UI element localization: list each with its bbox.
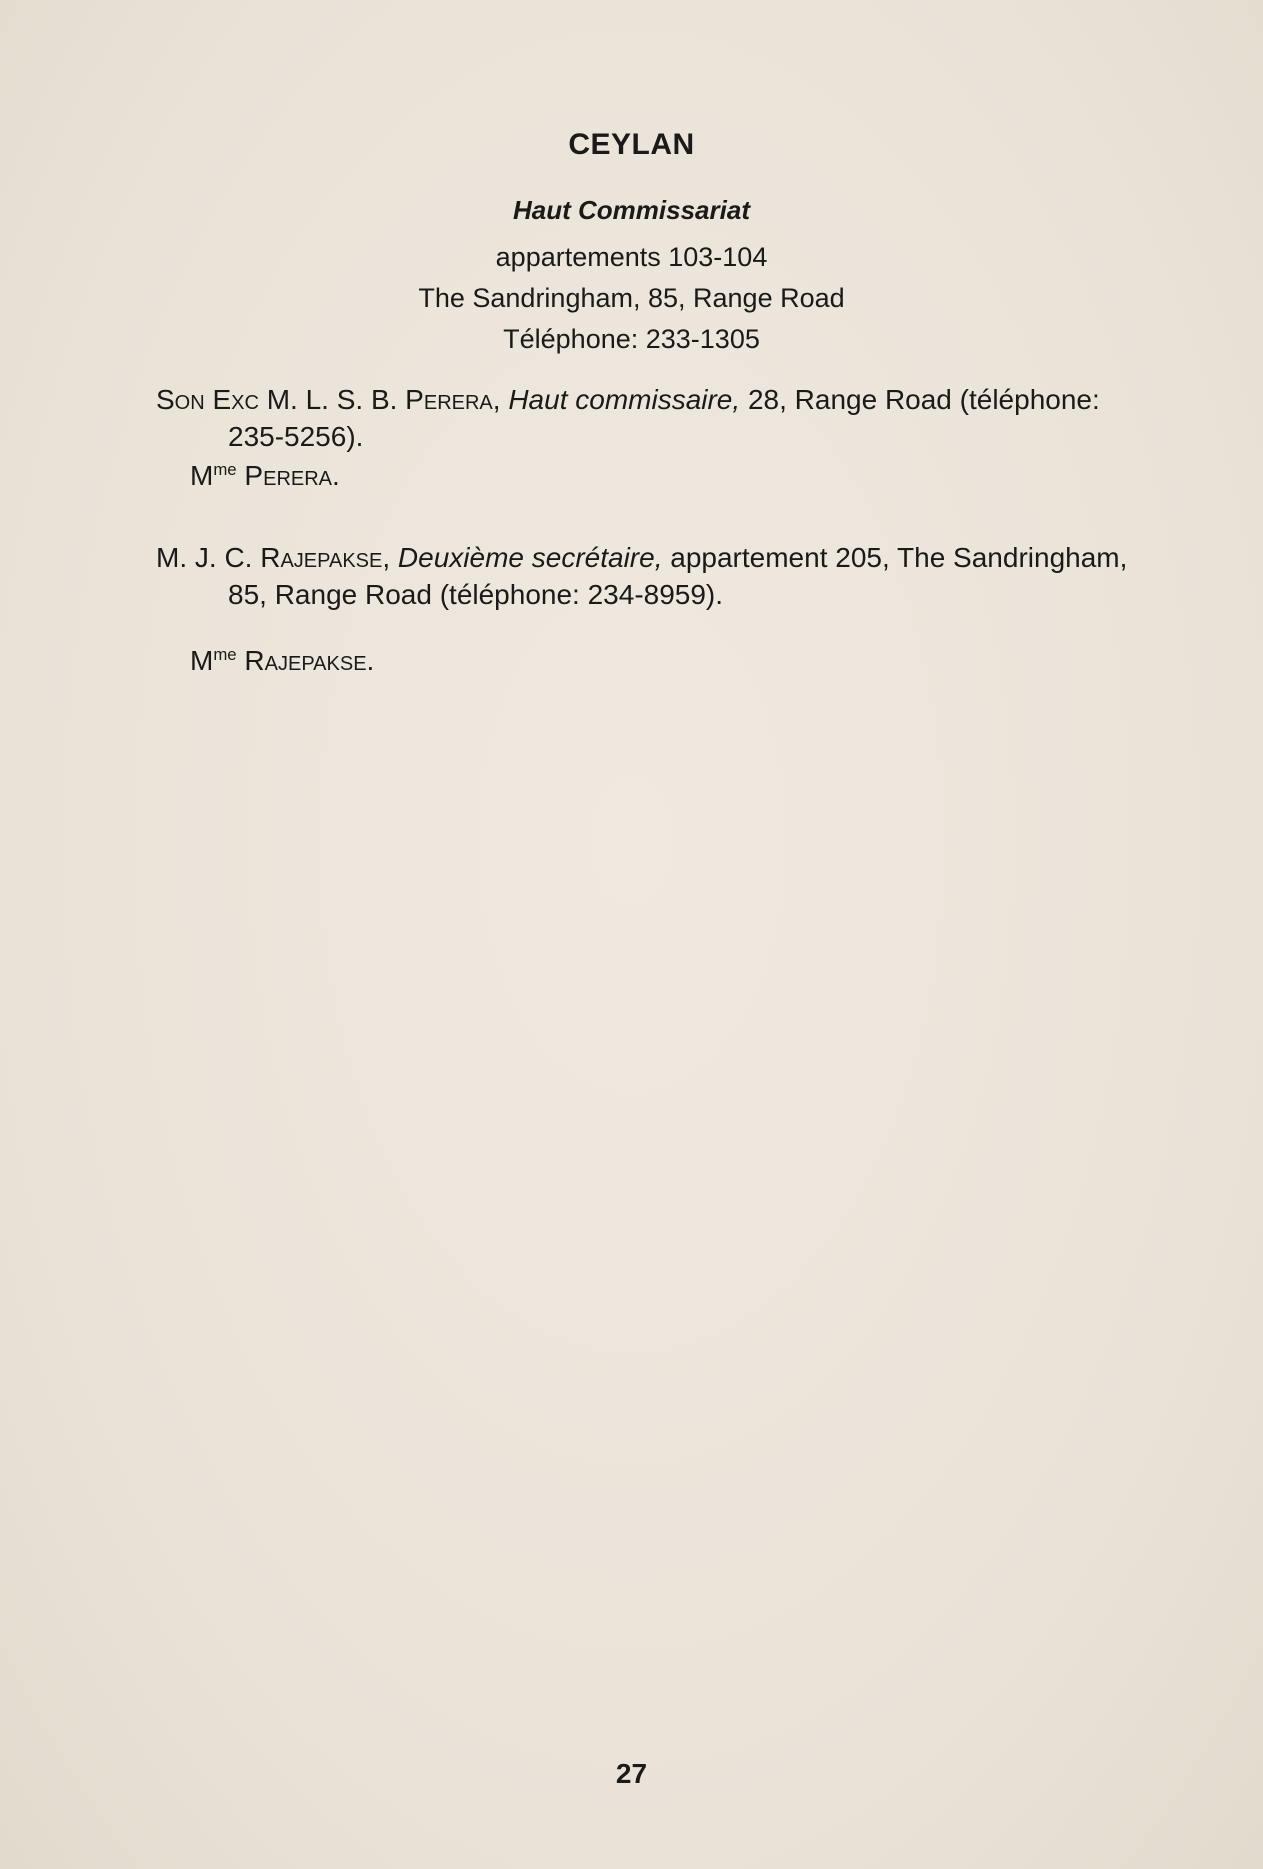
spouse-prefix: M <box>190 645 214 677</box>
spouse-entry <box>190 645 374 677</box>
spouse-entry <box>190 460 340 492</box>
office-title: Haut Commissariat <box>513 195 750 225</box>
address-line-1: appartements 103-104 <box>495 242 768 272</box>
spouse-suffix: me <box>213 460 237 479</box>
diplomat-entry <box>156 381 1133 455</box>
spouse-name: Rajepakse. <box>244 645 375 677</box>
diplomat-details: 28, Range Road (téléphone: 235-5256). <box>228 384 1100 452</box>
spouse-name: Perera. <box>244 460 340 492</box>
diplomat-entry <box>156 539 1133 613</box>
diplomat-role: Deuxième secrétaire, <box>397 542 663 573</box>
diplomat-details: appartement 205, The Sandringham, 85, Range Road (téléphone: 234-8959). <box>228 542 1128 610</box>
diplomat-name: Rajepakse, <box>260 542 391 573</box>
honorific: M. J. C. <box>156 542 253 573</box>
page-number: 27 <box>615 1758 648 1789</box>
spouse-suffix: me <box>213 645 237 664</box>
honorific: Son Exc <box>156 384 259 415</box>
diplomat-role: Haut commissaire, <box>508 384 741 415</box>
address-line-2: The Sandringham, 85, Range Road <box>418 283 845 313</box>
spouse-prefix: M <box>190 460 214 492</box>
diplomat-name: M. L. S. B. Perera, <box>266 384 501 415</box>
office-telephone: Téléphone: 233-1305 <box>503 324 760 354</box>
country-heading: CEYLAN <box>568 128 695 161</box>
